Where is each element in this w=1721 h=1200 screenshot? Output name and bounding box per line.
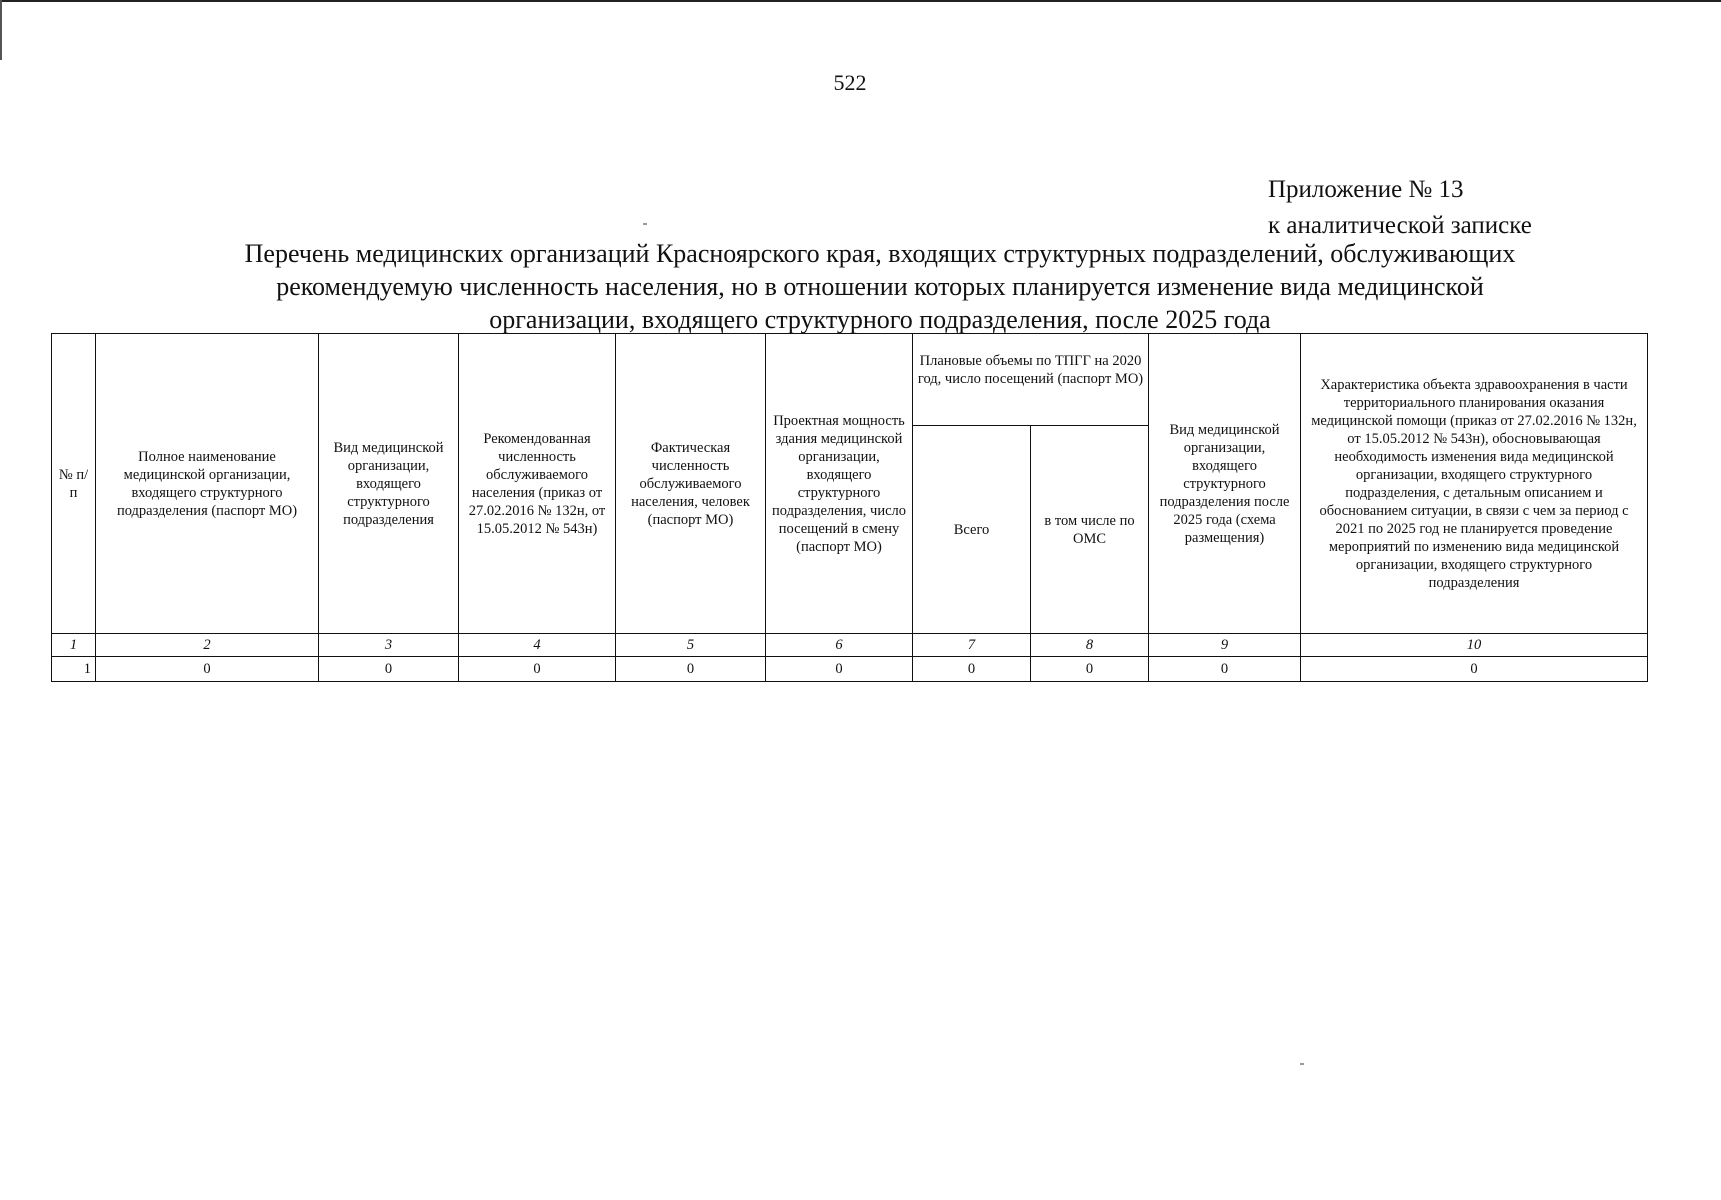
scan-speck — [1300, 1063, 1304, 1065]
title-line-1: Перечень медицинских организаций Красноярского края, входящих структурных подразделений, обслуживающих — [244, 239, 1516, 268]
header-col-1: № п/п — [52, 334, 96, 634]
header-col-9: Вид медицинской организации, входящего структурного подразделения после 2025 года (схема размещения) — [1149, 334, 1301, 634]
page-border-left — [0, 0, 2, 60]
page-number: 522 — [833, 70, 867, 95]
table-cell: 0 — [913, 657, 1031, 682]
title-line-2: рекомендуемую численность населения, но в отношении которых планируется изменение вида медицинской — [276, 272, 1484, 301]
appendix-line-1: Приложение № 13 — [1268, 176, 1464, 203]
header-col-8: в том числе по ОМС — [1031, 426, 1149, 634]
column-number: 4 — [459, 634, 616, 657]
table-cell: 0 — [1149, 657, 1301, 682]
column-number: 9 — [1149, 634, 1301, 657]
header-col-4: Рекомендованная численность обслуживаемого населения (приказ от 27.02.2016 № 132н, от 15.05.2012 № 543н) — [459, 334, 616, 634]
column-number: 8 — [1031, 634, 1149, 657]
table-cell: 0 — [1301, 657, 1648, 682]
table-cell: 0 — [96, 657, 319, 682]
header-col-2: Полное наименование медицинской организации, входящего структурного подразделения (паспорт МО) — [96, 334, 319, 634]
appendix-line-2: к аналитической записке — [1268, 212, 1532, 239]
table-cell: 0 — [319, 657, 459, 682]
table-cell: 0 — [616, 657, 766, 682]
header-col-7: Всего — [913, 426, 1031, 634]
header-col-6: Проектная мощность здания медицинской организации, входящего структурного подразделения, число посещений в смену (паспорт МО) — [766, 334, 913, 634]
table-cell: 0 — [766, 657, 913, 682]
column-number: 5 — [616, 634, 766, 657]
organizations-table — [51, 333, 1648, 682]
title-line-3: организации, входящего структурного подразделения, после 2025 года — [489, 305, 1271, 334]
column-number-row — [52, 634, 1648, 657]
table-header-row — [52, 334, 1648, 426]
column-number: 10 — [1301, 634, 1648, 657]
column-number: 3 — [319, 634, 459, 657]
appendix-heading — [1268, 172, 1532, 244]
scan-speck — [643, 223, 647, 225]
page-border-top — [0, 0, 1721, 2]
document-title — [150, 237, 1610, 336]
column-number: 1 — [52, 634, 96, 657]
column-number: 7 — [913, 634, 1031, 657]
table-cell: 1 — [52, 657, 96, 682]
column-number: 2 — [96, 634, 319, 657]
header-col-3: Вид медицинской организации, входящего структурного подразделения — [319, 334, 459, 634]
table-row — [52, 657, 1648, 682]
header-col-10: Характеристика объекта здравоохранения в части территориального планирования оказания медицинской помощи (приказ от 27.02.2016 № 132н, от 15.05.2012 № 543н), обосновывающая необходимость изменения вида медицинской организации, входящего структурного подразделения, с детальным описанием и обоснованием ситуации, в связи с чем за период с 2021 по 2025 год не планируется проведение мероприятий по изменению вида медицинской организации, входящего структурного подразделения — [1301, 334, 1648, 634]
table-cell: 0 — [1031, 657, 1149, 682]
column-number: 6 — [766, 634, 913, 657]
header-col-5: Фактическая численность обслуживаемого населения, человек (паспорт МО) — [616, 334, 766, 634]
header-group-7-8: Плановые объемы по ТПГГ на 2020 год, число посещений (паспорт МО) — [913, 334, 1149, 426]
table-cell: 0 — [459, 657, 616, 682]
